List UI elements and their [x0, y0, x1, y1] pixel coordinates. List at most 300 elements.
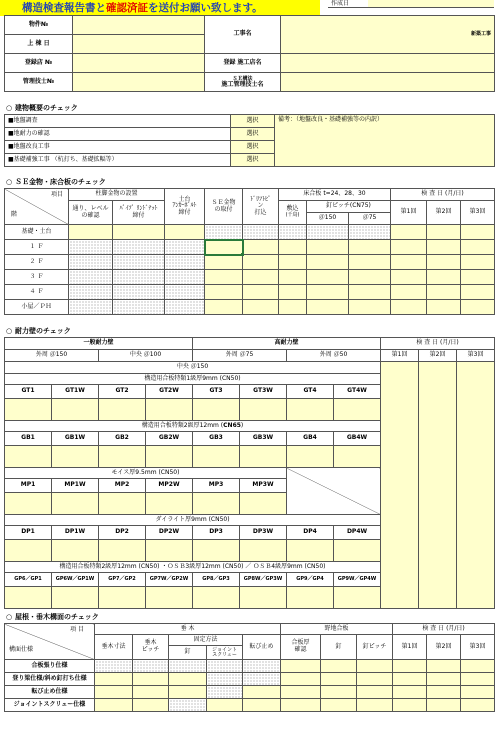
- section1-symbol: ○: [6, 104, 13, 112]
- npitch-cell[interactable]: [357, 699, 393, 712]
- floor-row: [5, 285, 495, 300]
- tenbi-header: 転び止め: [243, 635, 281, 660]
- title-highlight: 確認済証: [106, 2, 148, 14]
- joint-cell[interactable]: [207, 660, 243, 673]
- tenbi-cell[interactable]: [243, 660, 281, 673]
- dodai-cell[interactable]: [165, 255, 205, 270]
- p150-cell[interactable]: [307, 240, 349, 255]
- created-date-field[interactable]: [368, 0, 494, 8]
- touroku-no-label: 登録店 №: [5, 54, 73, 73]
- code-label: GP7／GP2: [99, 573, 146, 587]
- pipe-cell[interactable]: [113, 225, 165, 240]
- code-label: GB2: [99, 432, 146, 446]
- tsuuri-cell[interactable]: [69, 285, 113, 300]
- kai-label: 階: [11, 211, 18, 219]
- group-title: ダイライト厚9mm (CN50): [5, 515, 381, 526]
- tsuuri-header: 通り、レベル の確認: [69, 201, 113, 225]
- gouhan-cell[interactable]: [281, 686, 321, 699]
- chuo100-header: 中央 ＠100: [99, 350, 193, 362]
- pitch-cell[interactable]: [133, 699, 169, 712]
- check-cell[interactable]: [193, 540, 240, 562]
- floor-label: ３ Ｆ: [5, 270, 69, 285]
- p75-header: ＠75: [349, 213, 391, 225]
- remark-field[interactable]: [275, 115, 495, 167]
- pipe-cell[interactable]: [113, 255, 165, 270]
- nojiita-pitch-header: 釘ピッチ: [357, 635, 393, 660]
- kugi-cell[interactable]: [169, 660, 207, 673]
- kugi-header: 釘ピッチ(CN75): [307, 201, 391, 213]
- touroku-shop-label: 登録 施工店名: [205, 54, 281, 73]
- code-label: GB4: [287, 432, 334, 446]
- code-label: MP3W: [240, 479, 287, 493]
- section1-title: [6, 103, 78, 113]
- nojiita-header: 野地合板: [281, 624, 393, 635]
- day2-header: 第2回: [427, 201, 461, 225]
- header-info-table: [4, 15, 495, 92]
- check-cell[interactable]: [287, 399, 334, 421]
- day2-cell[interactable]: [427, 686, 461, 699]
- code-label: DP4W: [334, 526, 381, 540]
- check-cell[interactable]: [240, 587, 287, 609]
- touroku-no-field[interactable]: [73, 54, 205, 73]
- code-label: GP8／GP3: [193, 573, 240, 587]
- day3-cell[interactable]: [461, 686, 495, 699]
- day3-header: 第3回: [461, 201, 495, 225]
- day3-cell[interactable]: [461, 255, 495, 270]
- gaishu75-header: 外周 ＠75: [193, 350, 287, 362]
- gaishu150-header: 外周 ＠150: [5, 350, 99, 362]
- day1-header: 第1回: [393, 635, 427, 660]
- tsuuri-cell[interactable]: [69, 225, 113, 240]
- day2-header: 第2回: [419, 350, 457, 362]
- floor-row: [5, 300, 495, 315]
- dodai-header: 土台 ｱﾝｶｰﾎﾞﾙﾄ 締付: [165, 189, 205, 225]
- npitch-cell[interactable]: [357, 686, 393, 699]
- kensa-header: 検 査 日 (月/日): [391, 189, 495, 201]
- check-cell[interactable]: [5, 493, 52, 515]
- se-cell[interactable]: [205, 255, 243, 270]
- sunpou-cell[interactable]: [95, 699, 133, 712]
- day3-cell[interactable]: [461, 673, 495, 686]
- floor-label: ４ Ｆ: [5, 285, 69, 300]
- kugi-cell[interactable]: [169, 673, 207, 686]
- check-cell[interactable]: [287, 587, 334, 609]
- npitch-cell[interactable]: [357, 660, 393, 673]
- drift-header: ﾄﾞﾘﾌﾄﾋﾟ ン 打込: [243, 189, 279, 225]
- check-cell[interactable]: [193, 446, 240, 468]
- check-cell[interactable]: [146, 446, 193, 468]
- nkugi-cell[interactable]: [321, 660, 357, 673]
- se-cell[interactable]: [205, 240, 243, 255]
- check-cell[interactable]: [146, 587, 193, 609]
- check-cell[interactable]: [99, 540, 146, 562]
- se-small-label: ＳＥ構法: [232, 75, 253, 82]
- day3-cell[interactable]: [461, 660, 495, 673]
- section4-title: [6, 612, 99, 622]
- se-header: ＳＥ金物 の取付: [205, 189, 243, 225]
- se-cell[interactable]: [205, 270, 243, 285]
- floor-label: 小屋／ＰＨ: [5, 300, 69, 315]
- select-cell[interactable]: 選択: [231, 154, 275, 167]
- pipe-cell[interactable]: [113, 285, 165, 300]
- select-cell[interactable]: 選択: [231, 115, 275, 128]
- kou-label: 項目: [50, 191, 63, 198]
- created-date-label: 作成日: [328, 0, 368, 8]
- code-label: DP1W: [52, 526, 99, 540]
- day2-cell[interactable]: [427, 255, 461, 270]
- p150-cell[interactable]: [307, 285, 349, 300]
- shiki-cell[interactable]: [279, 300, 307, 315]
- day1-cell[interactable]: [391, 300, 427, 315]
- floor-row: [5, 225, 495, 240]
- code-label: GB1W: [52, 432, 99, 446]
- sunpou-cell[interactable]: [95, 660, 133, 673]
- hashira-header: 柱脚金物の設置: [69, 189, 165, 201]
- tenbi-cell[interactable]: [243, 699, 281, 712]
- kou-label: 項 目: [70, 626, 84, 633]
- code-label: GP8W／GP3W: [240, 573, 287, 587]
- code-label: GB3W: [240, 432, 287, 446]
- floor-row: [5, 270, 495, 285]
- code-label: GB4W: [334, 432, 381, 446]
- check-cell[interactable]: [5, 587, 52, 609]
- mp-empty-cell: [287, 468, 381, 515]
- section4-title-text: 屋根・垂木構面のチェック: [15, 613, 99, 621]
- day1-header: 第1回: [381, 350, 419, 362]
- day2-cell[interactable]: [427, 285, 461, 300]
- p75-cell[interactable]: [349, 240, 391, 255]
- kanri-no-label: 管理技士№: [5, 73, 73, 92]
- code-label: DP2W: [146, 526, 193, 540]
- nojiita-kugi-header: 釘: [321, 635, 357, 660]
- day2-cell[interactable]: [419, 362, 457, 609]
- day3-header: 第3回: [461, 635, 495, 660]
- kouji-note: 新築工事: [470, 31, 491, 38]
- roof-row: [5, 673, 495, 686]
- section4-symbol: ○: [6, 613, 13, 621]
- section1-title-text: 建物概要のチェック: [15, 104, 78, 112]
- day1-cell[interactable]: [393, 699, 427, 712]
- gouhan-cell[interactable]: [281, 660, 321, 673]
- joint-cell[interactable]: [207, 673, 243, 686]
- joint-header: ジョイント スクリュー: [207, 646, 243, 660]
- group-title: 構造用合板特類2級厚12mm (CN65): [5, 421, 381, 432]
- tenbi-cell[interactable]: [243, 673, 281, 686]
- pitch-cell[interactable]: [133, 673, 169, 686]
- day2-cell[interactable]: [427, 673, 461, 686]
- tenbi-cell[interactable]: [243, 686, 281, 699]
- gouhan-header: 合板厚 確認: [281, 635, 321, 660]
- day1-cell[interactable]: [393, 660, 427, 673]
- code-label: GB1: [5, 432, 52, 446]
- pipe-cell[interactable]: [113, 300, 165, 315]
- day1-cell[interactable]: [391, 225, 427, 240]
- code-label: MP2: [99, 479, 146, 493]
- drift-cell[interactable]: [243, 225, 279, 240]
- dodai-cell[interactable]: [165, 240, 205, 255]
- check-cell[interactable]: [193, 493, 240, 515]
- group-title: 構造用合板特類1級厚9mm (CN50): [5, 374, 381, 385]
- day1-cell[interactable]: [381, 362, 419, 609]
- check-cell[interactable]: [52, 446, 99, 468]
- gouhan-cell[interactable]: [281, 673, 321, 686]
- tsuuri-cell[interactable]: [69, 270, 113, 285]
- se-cell[interactable]: [205, 300, 243, 315]
- floor-row: [5, 255, 495, 270]
- day1-cell[interactable]: [391, 270, 427, 285]
- pipe-header: ﾊﾟｲﾌﾟ ﾘﾝﾄﾞﾅｯﾄ 締付: [113, 201, 165, 225]
- floor-label: 基礎・土台: [5, 225, 69, 240]
- day2-header: 第2回: [427, 635, 461, 660]
- taruki-header: 垂 木: [95, 624, 281, 635]
- check-cell[interactable]: [99, 399, 146, 421]
- code-label: DP4: [287, 526, 334, 540]
- p75-cell[interactable]: [349, 255, 391, 270]
- code-label: GB3: [193, 432, 240, 446]
- kensa-header: 検 査 日 (月/日): [393, 624, 495, 635]
- p75-cell[interactable]: [349, 225, 391, 240]
- nkugi-cell[interactable]: [321, 686, 357, 699]
- check-cell[interactable]: [52, 540, 99, 562]
- se-cell[interactable]: [205, 225, 243, 240]
- remark-label: 備考：（地盤改良・基礎補強等の内訳）: [278, 116, 384, 123]
- section3-title-text: 耐力壁のチェック: [15, 327, 71, 335]
- joutou-date-label: 上 棟 日: [5, 35, 73, 54]
- floor-label: １ Ｆ: [5, 240, 69, 255]
- day3-header: 第3回: [457, 350, 495, 362]
- check-cell[interactable]: [240, 540, 287, 562]
- check-cell[interactable]: [5, 399, 52, 421]
- se-engineer-field[interactable]: [281, 73, 495, 92]
- shiki-cell[interactable]: [279, 255, 307, 270]
- sunpou-cell[interactable]: [95, 673, 133, 686]
- taruki-pitch-header: 垂木 ピッチ: [133, 635, 169, 660]
- dodai-cell[interactable]: [165, 285, 205, 300]
- day2-cell[interactable]: [427, 300, 461, 315]
- kouji-name-label: 工事名: [205, 16, 281, 54]
- day3-cell[interactable]: [461, 225, 495, 240]
- tsuuri-cell[interactable]: [69, 300, 113, 315]
- check-cell[interactable]: [240, 493, 287, 515]
- day2-cell[interactable]: [427, 270, 461, 285]
- nkugi-cell[interactable]: [321, 699, 357, 712]
- code-label: GP9W／GP4W: [334, 573, 381, 587]
- code-label: DP2: [99, 526, 146, 540]
- roof-row: [5, 699, 495, 712]
- check-item-label: ■地耐力の確認: [5, 128, 231, 141]
- check-cell[interactable]: [146, 540, 193, 562]
- joutou-date-field[interactable]: [73, 35, 205, 54]
- roof-row: [5, 660, 495, 673]
- check-cell[interactable]: [193, 587, 240, 609]
- code-label: GB2W: [146, 432, 193, 446]
- day3-cell[interactable]: [461, 270, 495, 285]
- selection-handle[interactable]: [241, 253, 243, 255]
- check-cell[interactable]: [240, 446, 287, 468]
- floor-label: ２ Ｆ: [5, 255, 69, 270]
- dodai-cell[interactable]: [165, 225, 205, 240]
- check-item-label: ■地盤調査: [5, 115, 231, 128]
- day2-cell[interactable]: [427, 240, 461, 255]
- code-label: GT1: [5, 385, 52, 399]
- check-cell[interactable]: [334, 540, 381, 562]
- drift-cell[interactable]: [243, 285, 279, 300]
- drift-cell[interactable]: [243, 255, 279, 270]
- day3-cell[interactable]: [461, 699, 495, 712]
- day1-cell[interactable]: [393, 686, 427, 699]
- code-label: GT4: [287, 385, 334, 399]
- day2-cell[interactable]: [427, 660, 461, 673]
- code-label: MP1W: [52, 479, 99, 493]
- yuka-header: 床合板 t=24、28、30: [279, 189, 391, 201]
- check-cell[interactable]: [99, 446, 146, 468]
- check-cell[interactable]: [334, 446, 381, 468]
- corner-cell: [5, 189, 69, 225]
- code-label: GT2: [99, 385, 146, 399]
- chuo150-header: 中央 ＠150: [5, 362, 381, 374]
- day1-cell[interactable]: [393, 673, 427, 686]
- check-cell[interactable]: [5, 446, 52, 468]
- gaishu50-header: 外周 ＠50: [287, 350, 381, 362]
- check-cell[interactable]: [99, 493, 146, 515]
- shiki-cell[interactable]: [279, 270, 307, 285]
- day3-cell[interactable]: [461, 285, 495, 300]
- code-label: GT1W: [52, 385, 99, 399]
- tsuuri-cell[interactable]: [69, 240, 113, 255]
- p150-header: ＠150: [307, 213, 349, 225]
- day3-cell[interactable]: [461, 300, 495, 315]
- code-label: GP7W／GP2W: [146, 573, 193, 587]
- kugi-header: 釘: [169, 646, 207, 660]
- code-label: GP6／GP1: [5, 573, 52, 587]
- code-label: MP2W: [146, 479, 193, 493]
- dodai-cell[interactable]: [165, 270, 205, 285]
- check-cell[interactable]: [287, 540, 334, 562]
- shear-wall-table: [4, 337, 495, 609]
- corner-cell: [5, 624, 95, 660]
- check-cell[interactable]: [146, 399, 193, 421]
- building-check-table: [4, 114, 495, 167]
- check-cell[interactable]: [193, 399, 240, 421]
- code-label: GP9／GP4: [287, 573, 334, 587]
- day1-header: 第1回: [391, 201, 427, 225]
- pipe-cell[interactable]: [113, 270, 165, 285]
- section2-title: [6, 177, 106, 187]
- gouhan-cell[interactable]: [281, 699, 321, 712]
- pitch-cell[interactable]: [133, 660, 169, 673]
- code-label: MP1: [5, 479, 52, 493]
- npitch-cell[interactable]: [357, 673, 393, 686]
- kouji-name-field[interactable]: [281, 16, 495, 54]
- day1-cell[interactable]: [391, 255, 427, 270]
- drift-cell[interactable]: [243, 240, 279, 255]
- check-cell[interactable]: [334, 399, 381, 421]
- check-cell[interactable]: [334, 587, 381, 609]
- kugi-cell[interactable]: [169, 699, 207, 712]
- p150-cell[interactable]: [307, 270, 349, 285]
- touroku-shop-field[interactable]: [281, 54, 495, 73]
- group-title: 構造用合板特類2級厚12mm (CN50) ・ＯＳＢ3級厚12mm (CN50) ／ ＯＳＢ4級厚9mm (CN50): [5, 562, 381, 573]
- day3-cell[interactable]: [461, 240, 495, 255]
- section3-symbol: ○: [6, 327, 13, 335]
- joint-cell[interactable]: [207, 699, 243, 712]
- spec-label: 合板張り仕様: [5, 660, 95, 673]
- pitch-cell[interactable]: [133, 686, 169, 699]
- shiki-cell[interactable]: [279, 225, 307, 240]
- code-label: MP3: [193, 479, 240, 493]
- ippan-header: 一般耐力壁: [5, 338, 193, 350]
- roof-check-table: [4, 623, 495, 712]
- roof-row: [5, 686, 495, 699]
- day3-cell[interactable]: [457, 362, 495, 609]
- check-cell[interactable]: [287, 446, 334, 468]
- kugi-cell[interactable]: [169, 686, 207, 699]
- joint-cell[interactable]: [207, 686, 243, 699]
- se-cell[interactable]: [205, 285, 243, 300]
- bukken-no-field[interactable]: [73, 16, 205, 35]
- group-title: モイス厚9.5mm (CN50): [5, 468, 287, 479]
- kanri-no-field[interactable]: [73, 73, 205, 92]
- code-label: DP3: [193, 526, 240, 540]
- shiki-cell[interactable]: [279, 285, 307, 300]
- p75-cell[interactable]: [349, 285, 391, 300]
- spec-label: ジョイントスクリュー仕様: [5, 699, 95, 712]
- drift-cell[interactable]: [243, 300, 279, 315]
- check-item-label: ■地盤改良工事: [5, 141, 231, 154]
- check-cell[interactable]: [5, 540, 52, 562]
- check-cell[interactable]: [52, 587, 99, 609]
- code-label: GT3W: [240, 385, 287, 399]
- spec-label: 登り梁仕様/斜め釘打ち仕様: [5, 673, 95, 686]
- day2-cell[interactable]: [427, 699, 461, 712]
- p75-cell[interactable]: [349, 270, 391, 285]
- koumen-label: 構面仕様: [9, 646, 34, 654]
- select-cell[interactable]: 選択: [231, 141, 275, 154]
- section2-title-text: ＳＥ金物・床合板のチェック: [15, 178, 106, 186]
- select-cell[interactable]: 選択: [231, 128, 275, 141]
- check-cell[interactable]: [240, 399, 287, 421]
- day1-cell[interactable]: [391, 240, 427, 255]
- check-cell[interactable]: [146, 493, 193, 515]
- day2-cell[interactable]: [427, 225, 461, 240]
- section3-title: [6, 326, 71, 336]
- drift-cell[interactable]: [243, 270, 279, 285]
- se-hardware-table: [4, 188, 495, 315]
- code-label: DP3W: [240, 526, 287, 540]
- day1-cell[interactable]: [391, 285, 427, 300]
- p150-cell[interactable]: [307, 225, 349, 240]
- check-cell[interactable]: [52, 399, 99, 421]
- p150-cell[interactable]: [307, 255, 349, 270]
- floor-row: [5, 240, 495, 255]
- nkugi-cell[interactable]: [321, 673, 357, 686]
- dodai-cell[interactable]: [165, 300, 205, 315]
- shiki-cell[interactable]: [279, 240, 307, 255]
- p150-cell[interactable]: [307, 300, 349, 315]
- shiki-header: 敷込 (千鳥): [279, 201, 307, 225]
- p75-cell[interactable]: [349, 300, 391, 315]
- check-cell[interactable]: [52, 493, 99, 515]
- se-engineer-text: 施工管理技士名: [221, 80, 264, 88]
- sunpou-cell[interactable]: [95, 686, 133, 699]
- tsuuri-cell[interactable]: [69, 255, 113, 270]
- kou-header: 高耐力壁: [193, 338, 381, 350]
- pipe-cell[interactable]: [113, 240, 165, 255]
- code-label: GT4W: [334, 385, 381, 399]
- code-label: GT3: [193, 385, 240, 399]
- sunpou-header: 垂木寸法: [95, 635, 133, 660]
- check-cell[interactable]: [99, 587, 146, 609]
